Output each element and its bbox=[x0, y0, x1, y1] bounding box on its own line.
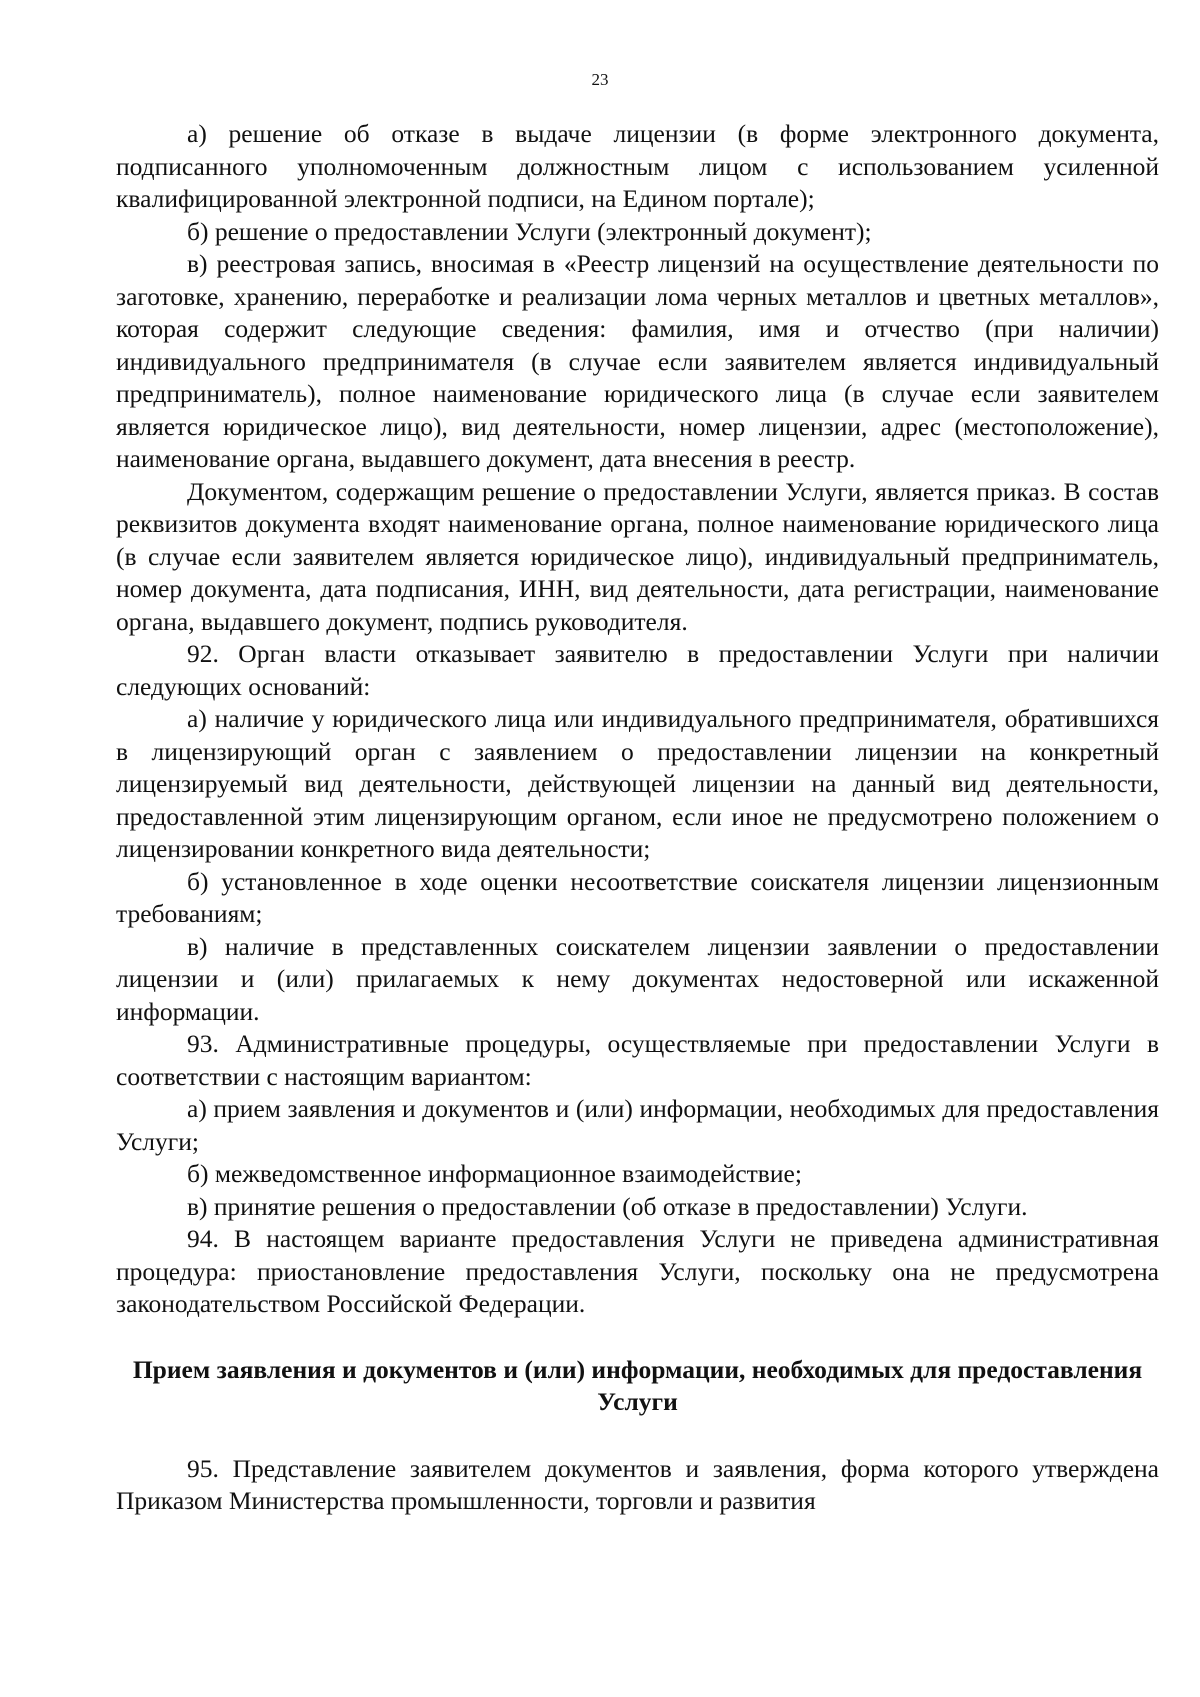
paragraph-decision-refusal: а) решение об отказе в выдаче лицензии (в форме электронного документа, подписанного уполномоченным должностным лицом с использованием усиленной квалифицированной электронной подписи, на Едином портале); bbox=[116, 119, 1159, 213]
paragraph-item-95: 95. Представление заявителем документов и заявления, форма которого утверждена Приказом Министерства промышленности, торговли и развития bbox=[116, 1453, 1159, 1515]
paragraph-item-93: 93. Административные процедуры, осуществляемые при предоставлении Услуги в соответствии с настоящим вариантом: bbox=[116, 1029, 1159, 1091]
paragraph-ground-b: б) установленное в ходе оценки несоответствие соискателя лицензии лицензионным требованиям; bbox=[116, 866, 1159, 928]
paragraph-procedure-a: а) прием заявления и документов и (или) информации, необходимых для предоставления Услуги; bbox=[116, 1094, 1159, 1156]
paragraph-order-document: Документом, содержащим решение о предоставлении Услуги, является приказ. В состав реквизитов документа входят наименование органа, полное наименование юридического лица (в случае если заявителем является юридическое лицо), индивидуальный предприниматель, номер документа, дата подписания, ИНН, вид деятельности, дата регистрации, наименование органа, выдавшего документ, подпись руководителя. bbox=[116, 476, 1159, 636]
document-body bbox=[116, 118, 1159, 1518]
section-heading: Прием заявления и документов и (или) информации, необходимых для предоставления Услуги bbox=[132, 1354, 1143, 1416]
paragraph-ground-a: а) наличие у юридического лица или индивидуального предпринимателя, обратившихся в лицензирующий орган с заявлением о предоставлении лицензии на конкретный лицензируемый вид деятельности, действующей лицензии на данный вид деятельности, предоставленной этим лицензирующим органом, если иное не предусмотрено положением о лицензировании конкретного вида деятельности; bbox=[116, 704, 1159, 863]
paragraph-procedure-c: в) принятие решения о предоставлении (об отказе в предоставлении) Услуги. bbox=[187, 1191, 1028, 1221]
paragraph-item-94: 94. В настоящем варианте предоставления Услуги не приведена административная процедура: приостановление предоставления Услуги, поскольку она не предусмотрена законодательством Российской Федерации. bbox=[116, 1224, 1159, 1318]
paragraph-registry-entry: в) реестровая запись, вносимая в «Реестр лицензий на осуществление деятельности по заготовке, хранению, переработке и реализации лома черных металлов и цветных металлов», которая содержит следующие сведения: фамилия, имя и отчество (при наличии) индивидуального предпринимателя (в случае если заявителем является индивидуальный предприниматель), полное наименование юридического лица (в случае если заявителем является юридическое лицо), вид деятельности, номер лицензии, адрес (местоположение), наименование органа, выдавшего документ, дата внесения в реестр. bbox=[116, 249, 1159, 473]
page-number: 23 bbox=[591, 70, 609, 89]
paragraph-ground-c: в) наличие в представленных соискателем лицензии заявлении о предоставлении лицензии и (или) прилагаемых к нему документах недостоверной или искаженной информации. bbox=[116, 931, 1159, 1026]
paragraph-decision-grant: б) решение о предоставлении Услуги (электронный документ); bbox=[187, 216, 872, 246]
paragraph-procedure-b: б) межведомственное информационное взаимодействие; bbox=[187, 1159, 802, 1188]
paragraph-item-92: 92. Орган власти отказывает заявителю в предоставлении Услуги при наличии следующих оснований: bbox=[116, 639, 1159, 701]
